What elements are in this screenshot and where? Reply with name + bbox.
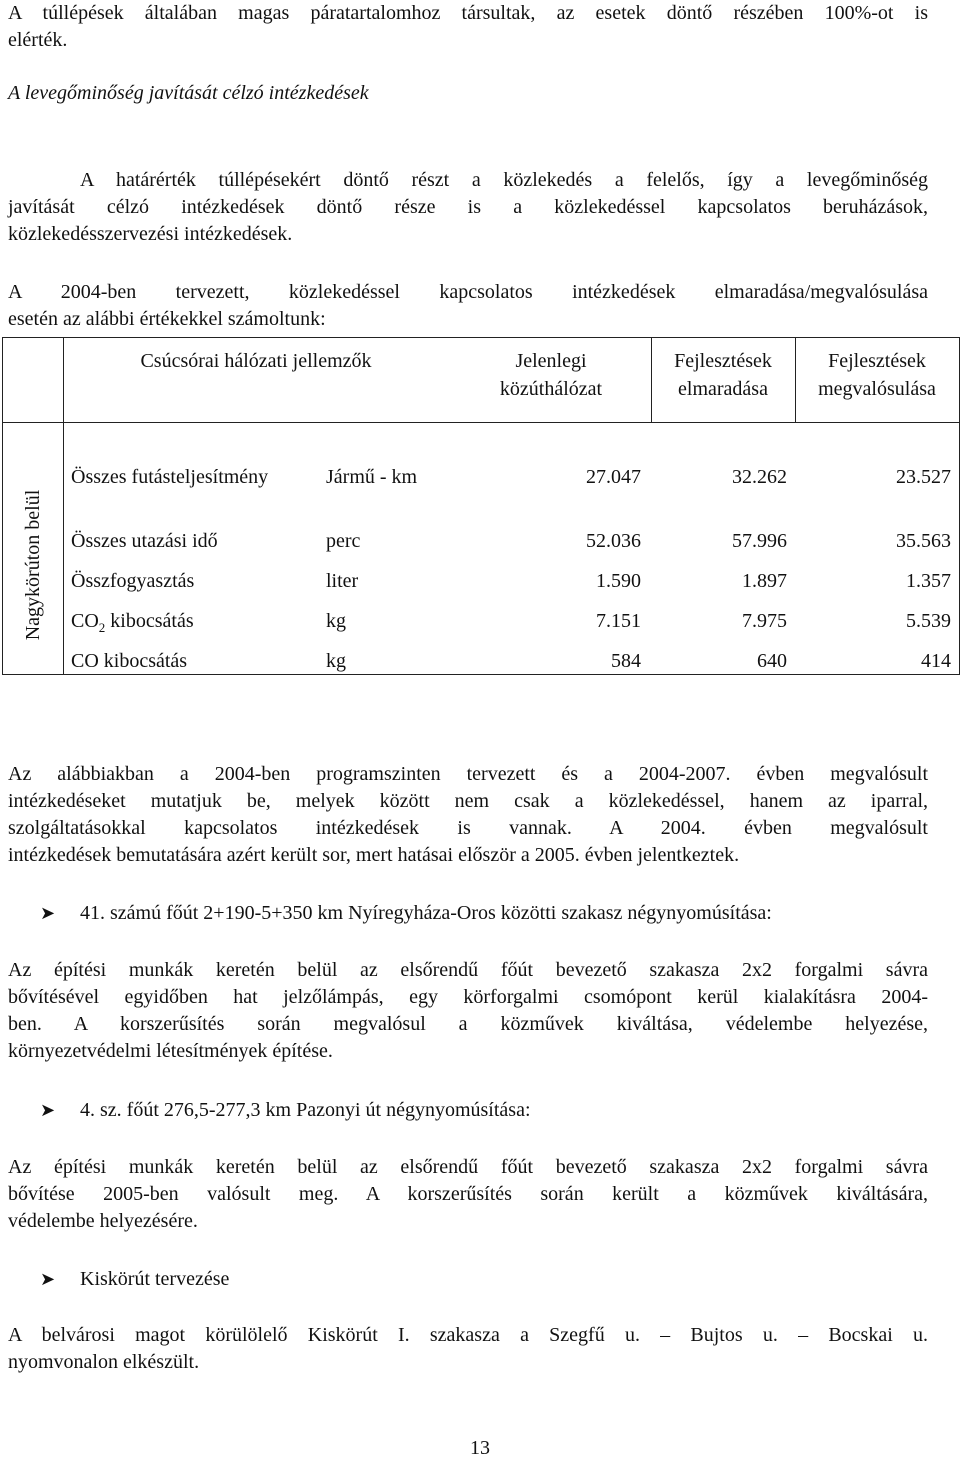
row-name: Összes futásteljesítmény xyxy=(71,466,269,488)
arrow-bullet-icon: ➤ xyxy=(40,903,56,923)
network-characteristics-table xyxy=(2,337,960,675)
road4-line-1: Az építési munkák keretén belül az elsőrendű főút bevezető szakasza 2x2 forgalmi sávra xyxy=(8,1156,928,1178)
row-current: 52.036 xyxy=(586,530,641,552)
kiskorut-line-2: nyomvonalon elkészült. xyxy=(8,1351,200,1373)
bullet-text: Kiskörút tervezése xyxy=(80,1268,230,1290)
road4-paragraph xyxy=(8,1154,928,1235)
row-without: 1.897 xyxy=(742,570,787,592)
row-without: 57.996 xyxy=(732,530,787,552)
arrow-bullet-icon: ➤ xyxy=(40,1100,56,1120)
bullet-text: 41. számú főút 2+190-5+350 km Nyíregyháza-Oros közötti szakasz négynyomúsítása: xyxy=(80,902,772,924)
header-without-development xyxy=(651,347,795,403)
row-unit: kg xyxy=(326,610,346,632)
row-without: 32.262 xyxy=(732,466,787,488)
table-divider xyxy=(3,422,959,423)
measures-line-1: A határérték túllépésekért döntő részt a közlekedés a felelős, így a levegőminőség xyxy=(80,169,928,191)
row-name xyxy=(71,607,194,642)
row-current: 27.047 xyxy=(586,466,641,488)
co2-suffix: kibocsátás xyxy=(105,610,194,632)
measures-line-3: közlekedésszervezési intézkedések. xyxy=(8,223,293,245)
table-divider xyxy=(63,338,64,674)
bullet-item xyxy=(40,900,772,927)
row-unit: Jármű - km xyxy=(326,466,418,488)
measures-line-2: javítását célzó intézkedések döntő része is a közlekedéssel kapcsolatos beruházások, xyxy=(8,196,928,218)
plan-2004-line-1: A 2004-ben tervezett, közlekedéssel kapcsolatos intézkedések elmaradása/megvalósulása xyxy=(8,281,928,303)
row-current: 7.151 xyxy=(596,610,641,632)
kiskorut-line-1: A belvárosi magot körülölelő Kiskörút I. szakasza a Szegfű u. – Bujtos u. – Bocskai u. xyxy=(8,1324,928,1346)
header-with-line-1: Fejlesztések xyxy=(828,350,926,372)
arrow-bullet-icon: ➤ xyxy=(40,1269,56,1289)
bullet-item xyxy=(40,1097,531,1124)
road41-line-2: bővítésével egyidőben hat jelzőlámpás, egy körforgalmi csomópont kerül kialakításra 2004- xyxy=(8,986,928,1008)
road41-line-1: Az építési munkák keretén belül az elsőrendű főút bevezető szakasza 2x2 forgalmi sávra xyxy=(8,959,928,981)
row-with: 1.357 xyxy=(906,570,951,592)
row-unit: kg xyxy=(326,650,346,672)
row-without: 640 xyxy=(757,650,787,672)
measures-paragraph xyxy=(8,167,928,248)
program-line-4: intézkedések bemutatására azért került sor, mert hatásai először a 2005. évben jelentkeztek. xyxy=(8,844,740,866)
program-line-3: szolgáltatásokkal kapcsolatos intézkedések is vannak. A 2004. évben megvalósult xyxy=(8,817,928,839)
plan-2004-paragraph xyxy=(8,279,928,333)
row-name: CO kibocsátás xyxy=(71,650,188,672)
road41-line-4: környezetvédelmi létesítmények építése. xyxy=(8,1040,333,1062)
co2-subscript: 2 xyxy=(98,620,106,635)
intro-paragraph xyxy=(8,0,928,54)
bullet-item xyxy=(40,1266,229,1293)
header-characteristics: Csúcsórai hálózati jellemzők xyxy=(140,350,372,372)
header-without-line-2: elmaradása xyxy=(678,378,768,400)
program-line-1: Az alábbiakban a 2004-ben programszinten tervezett és a 2004-2007. évben megvalósult xyxy=(8,763,928,785)
header-current-line-2: közúthálózat xyxy=(499,378,603,400)
row-name: Összes utazási idő xyxy=(71,530,218,552)
intro-line-2: elérték. xyxy=(8,29,68,51)
row-with: 23.527 xyxy=(896,466,951,488)
row-with: 5.539 xyxy=(906,610,951,632)
header-with-development xyxy=(795,347,959,403)
row-name: Összfogyasztás xyxy=(71,570,195,592)
program-paragraph xyxy=(8,761,928,869)
row-unit: perc xyxy=(326,530,361,552)
road4-line-2: bővítése 2005-ben valósult meg. A korszerűsítés során került a közművek kiváltására, xyxy=(8,1183,928,1205)
row-with: 414 xyxy=(921,650,951,672)
page-number: 13 xyxy=(470,1437,490,1459)
co2-label: CO xyxy=(71,610,99,632)
row-current: 1.590 xyxy=(596,570,641,592)
row-without: 7.975 xyxy=(742,610,787,632)
bullet-text: 4. sz. főút 276,5-277,3 km Pazonyi út négynyomúsítása: xyxy=(80,1099,531,1121)
program-line-2: intézkedéseket mutatjuk be, melyek között nem csak a közlekedéssel, hanem az iparral, xyxy=(8,790,928,812)
road41-line-3: ben. A korszerűsítés során megvalósul a közművek kiváltása, védelembe helyezése, xyxy=(8,1013,928,1035)
road4-line-3: védelembe helyezésére. xyxy=(8,1210,198,1232)
section-heading: A levegőminőség javítását célzó intézkedések xyxy=(8,82,369,104)
header-without-line-1: Fejlesztések xyxy=(674,350,772,372)
row-group-label: Nagykörúton belül xyxy=(22,489,44,641)
header-current-line-1: Jelenlegi xyxy=(515,350,587,372)
row-unit: liter xyxy=(326,570,359,592)
row-current: 584 xyxy=(611,650,641,672)
header-current-network xyxy=(451,347,651,403)
road41-paragraph xyxy=(8,957,928,1065)
intro-line-1: A túllépések általában magas páratartalomhoz társultak, az esetek döntő részében 100%-ot is xyxy=(8,2,928,24)
row-with: 35.563 xyxy=(896,530,951,552)
header-with-line-2: megvalósulása xyxy=(818,378,936,400)
plan-2004-line-2: esetén az alábbi értékekkel számoltunk: xyxy=(8,308,326,330)
kiskorut-paragraph xyxy=(8,1322,928,1376)
